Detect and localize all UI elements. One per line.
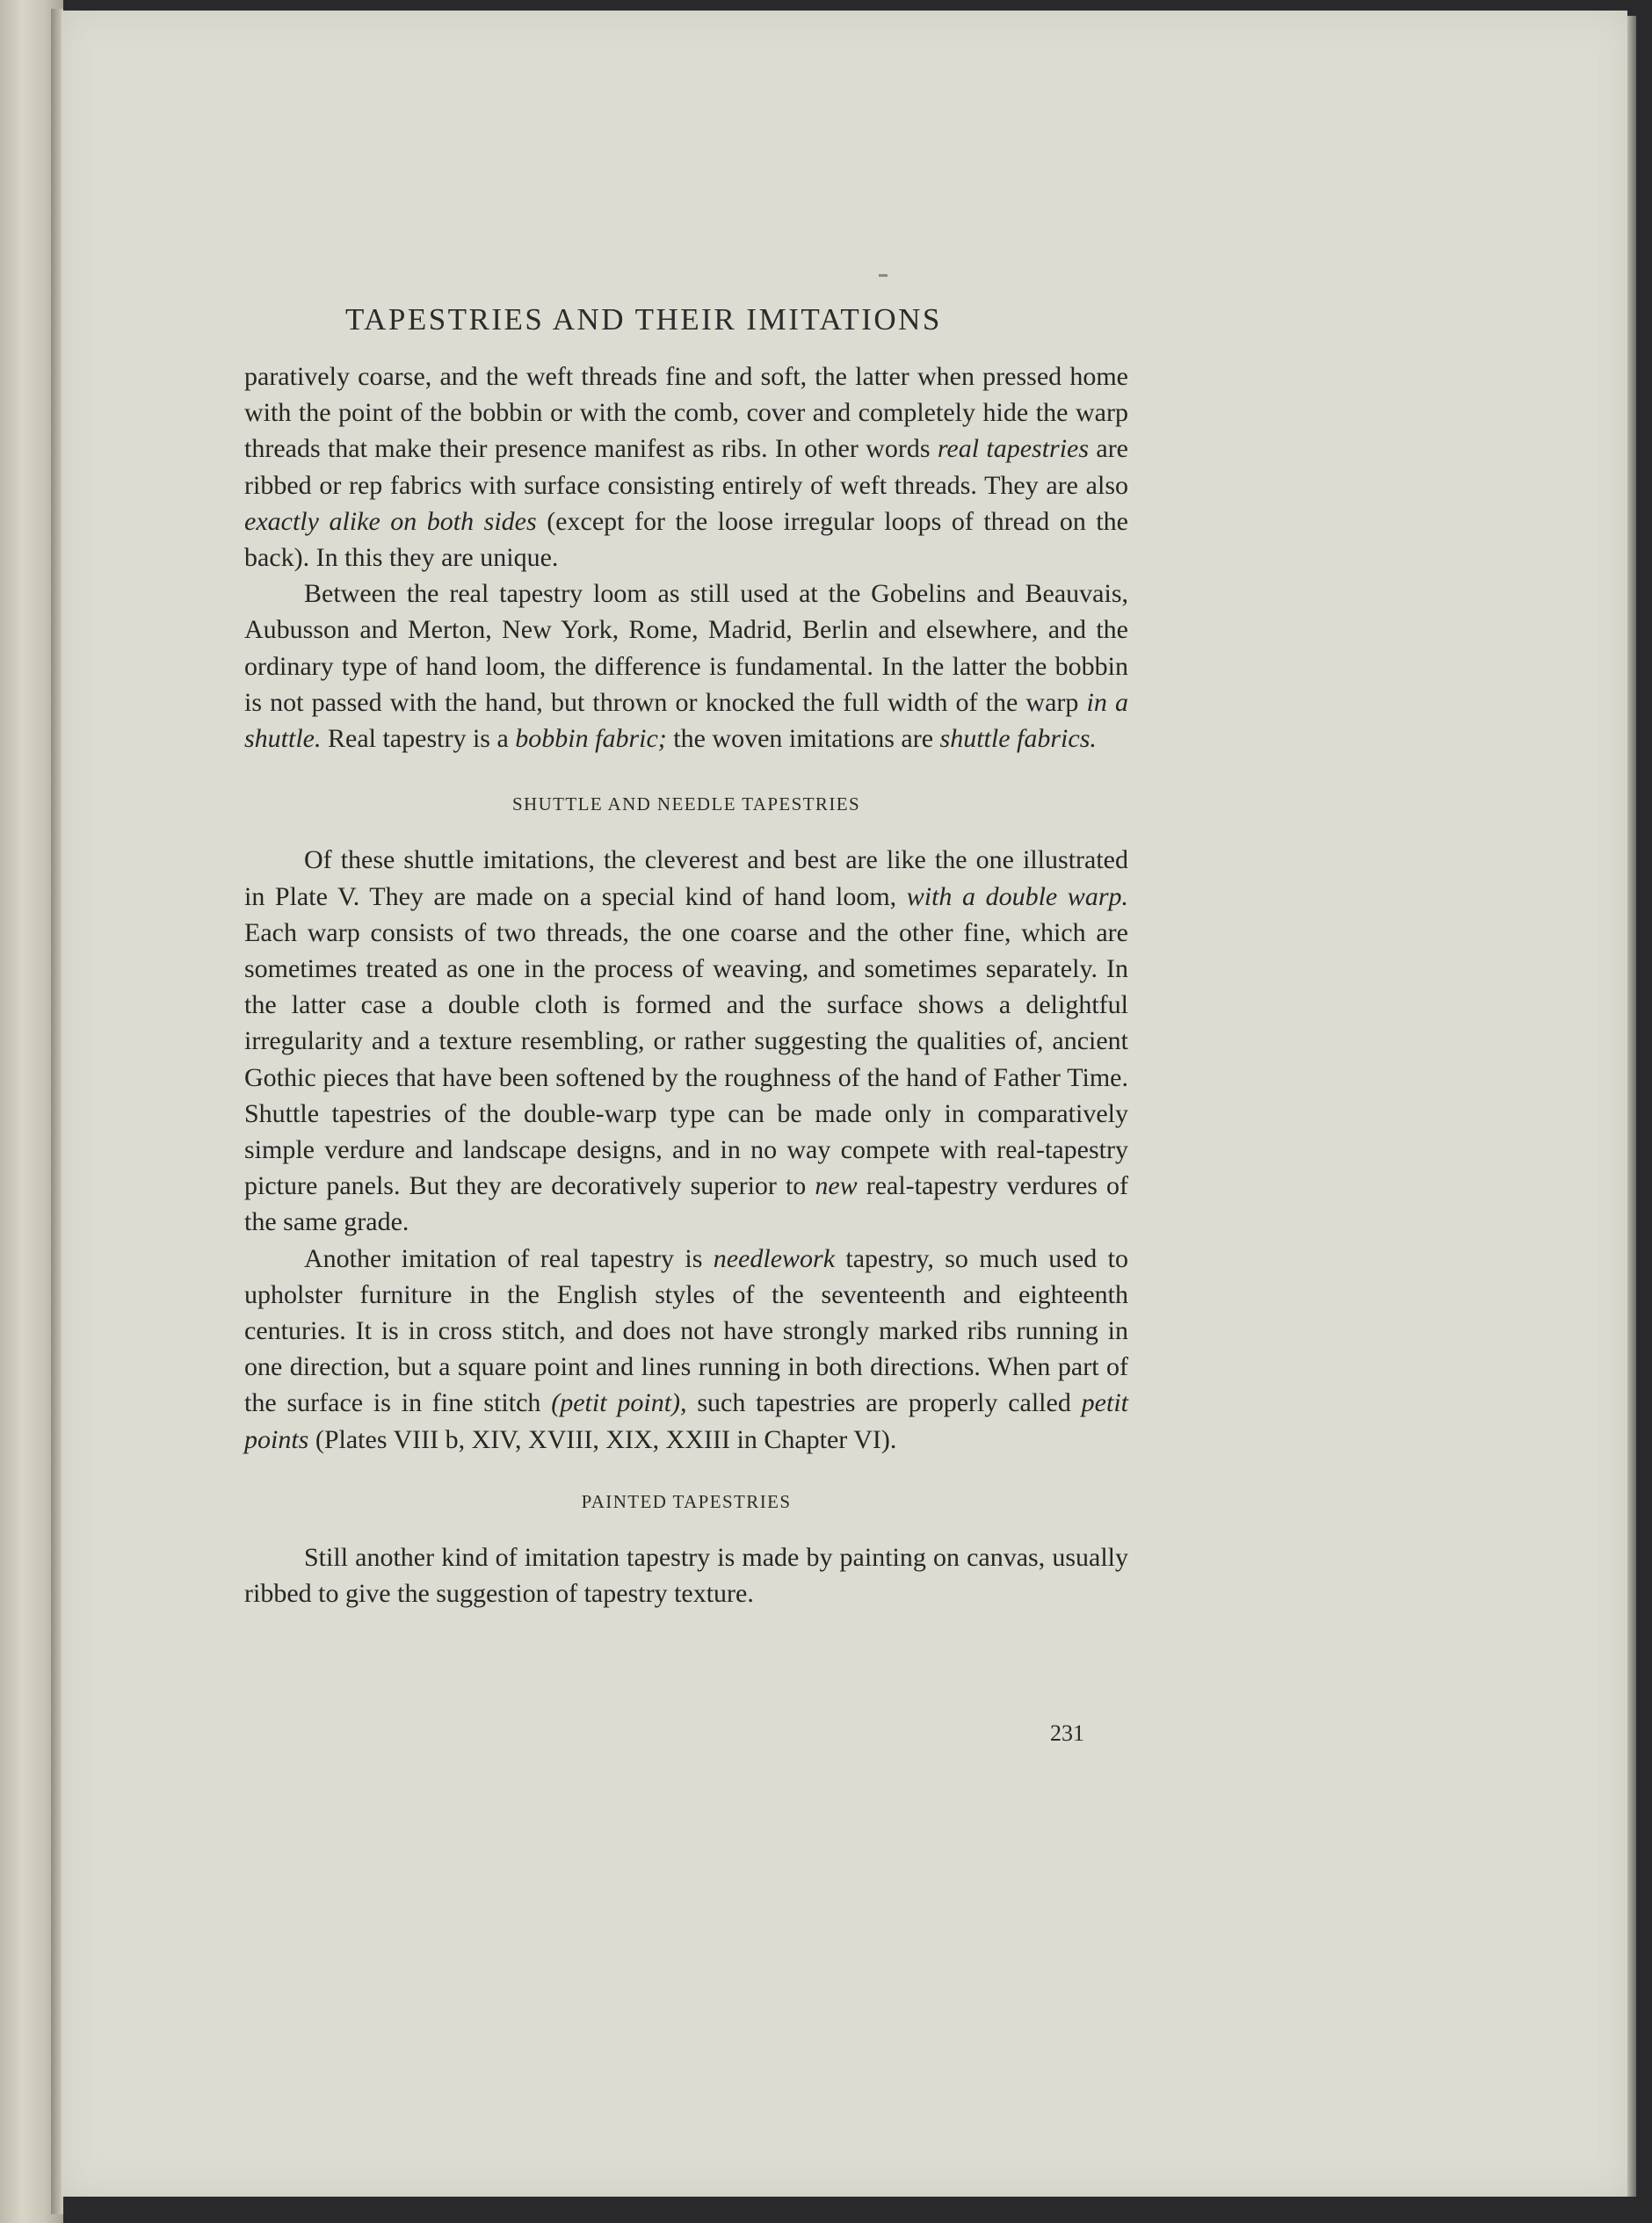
running-head: TAPESTRIES AND THEIR IMITATIONS (345, 302, 942, 337)
text-run: Of these shuttle imitations, the cleverest and best are like the one illustrated in Plate V. They are made on a special kind of hand loom, (244, 845, 1128, 911)
italic-run: needlework (713, 1243, 836, 1273)
paragraph-1 (244, 358, 1128, 576)
italic-run: shuttle fabrics. (939, 724, 1097, 754)
page-fore-edge (1627, 16, 1636, 2197)
text-run: such tapestries are properly called (686, 1388, 1082, 1418)
text-run: are ribbed or rep fabrics with surface consisting entirely of weft threads. They are also (244, 434, 1128, 500)
italic-run: new (815, 1171, 858, 1201)
paragraph-5 (244, 1539, 1128, 1611)
italic-run: bobbin fabric; (515, 724, 667, 754)
section-heading-painted: PAINTED TAPESTRIES (581, 1490, 792, 1512)
body-text (244, 358, 1128, 1612)
text-run: real-tapestry verdures of the same grade. (244, 1171, 1128, 1237)
paragraph-3 (244, 842, 1128, 1240)
page-number: 231 (1050, 1720, 1084, 1746)
paper-fleck (879, 274, 888, 277)
paragraph-2 (244, 576, 1128, 757)
text-run: (except for the loose irregular loops of thread on the back). In this they are unique. (244, 506, 1129, 573)
text-run: Between the real tapestry loom as still used at the Gobelins and Beauvais, Aubusson and Merton, New York, Rome, Madrid, Berlin and elsewhere, and the ordinary type of hand loom, the difference is fundamental. In the latter the bobbin is not passed with the hand, but thrown or knocked the full width of the warp (244, 579, 1128, 717)
text-run: (Plates VIII b, XIV, XVIII, XIX, XXIII in Chapter VI). (308, 1424, 897, 1454)
text-run: paratively coarse, and the weft threads fine and soft, the latter when pressed home with the point of the bobbin or with the comb, cover and completely hide the warp threads that make their presence manifest as ribs. In other words (244, 362, 1128, 464)
text-run: Still another kind of imitation tapestry is made by painting on canvas, usually ribbed to give the suggestion of tapestry texture. (244, 1543, 1128, 1609)
text-run: Real tapestry is a (321, 724, 516, 754)
italic-run: petit points (244, 1388, 1128, 1454)
paragraph-4 (244, 1241, 1128, 1458)
text-run: Another imitation of real tapestry is (304, 1243, 714, 1273)
text-run: the woven imitations are (666, 724, 940, 754)
text-run: tapestry, so much used to upholster furniture in the English styles of the seventeenth and eighteenth centuries. It is in cross stitch, and does not have strongly marked ribs running in one direction, but a square point and lines running in both directions. When part of the surface is in fine stitch (244, 1243, 1128, 1418)
italic-run: with a double warp. (906, 881, 1128, 911)
italic-run: exactly alike on both sides (244, 506, 537, 536)
italic-run: in a shuttle. (244, 687, 1128, 754)
italic-run: real tapestries (937, 434, 1090, 464)
italic-run: (petit point), (551, 1388, 687, 1418)
text-run: Each warp consists of two threads, the one coarse and the other fine, which are sometimes treated as one in the process of weaving, and sometimes separately. In the latter case a double cloth is formed and the surface shows a delightful irregularity and a texture resembling, or rather suggesting the qualities of, ancient Gothic pieces that have been softened by the roughness of the hand of Father Time. Shuttle tapestries of the double-warp type can be made only in comparatively simple verdure and landscape designs, and in no way compete with real-tapestry picture panels. But they are decoratively superior to (244, 917, 1128, 1201)
section-heading-shuttle-needle: SHUTTLE AND NEEDLE TAPESTRIES (511, 793, 861, 815)
